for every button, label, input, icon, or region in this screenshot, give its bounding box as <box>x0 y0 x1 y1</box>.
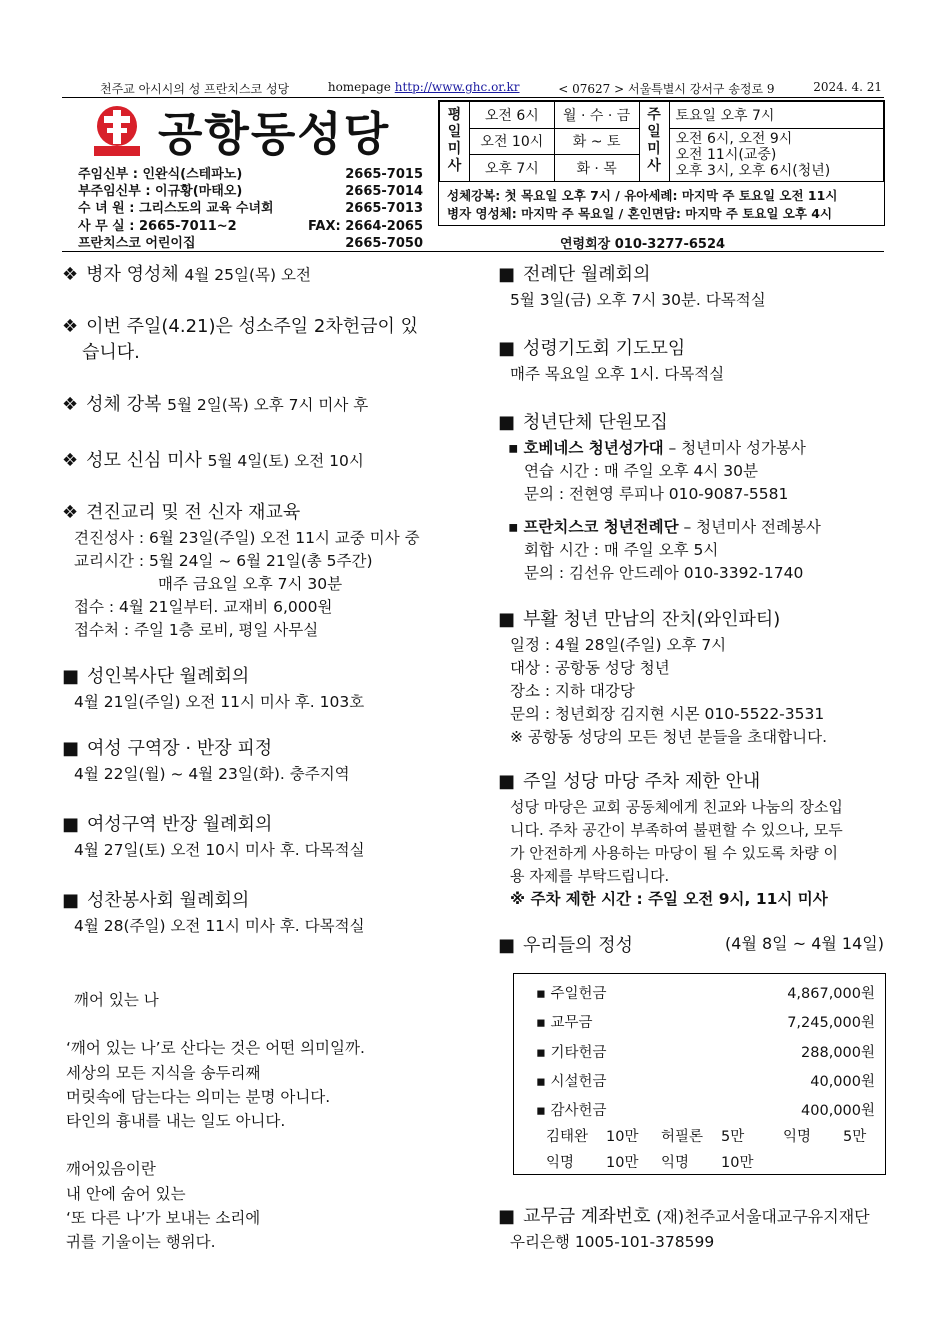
parish-title: 공항동성당 <box>158 107 391 161</box>
text-line: 4월 27일(토) 오전 10시 미사 후. 다목적실 <box>74 841 365 859</box>
weekday-mass-label: 평일미사 <box>447 107 462 175</box>
saturday-mass: 토요일 오후 7시 <box>669 102 884 129</box>
text-line: 장소 : 지하 대강당 <box>510 682 635 700</box>
sunday-mass-line: 오후 3시, 오후 6시(청년) <box>675 162 831 179</box>
youth-liturgy: ▪ 프란치스코 청년전례단 – 청년미사 전례봉사 <box>508 518 821 536</box>
poem-line: 내 안에 숨어 있는 <box>66 1184 186 1203</box>
section-offerings: ■ 우리들의 정성 (4월 8일 ~ 4월 14일) <box>498 934 884 956</box>
weekday-time: 오전 10시 <box>469 128 554 155</box>
poem-line: ‘또 다른 나’가 보내는 소리에 <box>66 1209 261 1228</box>
offering-row: ▪ 감사헌금 400,000원 <box>536 1103 875 1120</box>
section-women-meeting: ■ 여성구역 반장 월례회의 <box>62 814 273 835</box>
section-liturgy-meeting: ■ 전례단 월례회의 <box>498 264 651 285</box>
poem-line: 머릿속에 담는다는 의미는 분명 아니다. <box>66 1087 331 1106</box>
poem-line: 깨어있음이란 <box>66 1160 156 1179</box>
offering-row: ▪ 기타헌금 288,000원 <box>536 1044 875 1061</box>
address: < 07627 > 서울특별시 강서구 송정로 9 <box>558 82 775 96</box>
text-line: 문의 : 청년회장 김지현 시몬 010-5522-3531 <box>510 705 825 723</box>
text-line: 4월 28(주일) 오전 11시 미사 후. 다목적실 <box>74 917 365 935</box>
note-line: 성체강복: 첫 목요일 오후 7시 / 유아세례: 마지막 주 토요일 오전 11시 <box>447 188 838 203</box>
text-line: 접수처 : 주일 1층 로비, 평일 사무실 <box>74 621 319 639</box>
section-marian-mass: ❖ 성모 신심 미사 5월 4일(토) 오전 10시 <box>62 450 364 471</box>
offerings-box <box>513 973 886 1175</box>
youth-choir: ▪ 호베네스 청년성가대 – 청년미사 성가봉사 <box>508 439 806 457</box>
section-confirmation: ❖ 견진교리 및 전 신자 재교육 <box>62 502 301 523</box>
section-vocation-sunday: ❖ 이번 주일(4.21)은 성소주일 2차헌금이 있 습니다. <box>62 316 419 363</box>
left-column <box>62 260 467 938</box>
funeral-contact: 연령회장 010-3277-6524 <box>560 237 726 252</box>
text-line: 4월 21일(주일) 오전 11시 미사 후. 103호 <box>74 693 365 711</box>
weekday-time: 오전 6시 <box>469 102 554 129</box>
text-line: 교리시간 : 5월 24일 ~ 6월 21일(총 5주간) <box>74 552 373 570</box>
header-info-line <box>62 80 882 97</box>
text-line: ※ 공항동 성당의 모든 청년 분들을 초대합니다. <box>510 728 827 746</box>
text-line: 접수 : 4월 21일부터. 교재비 6,000원 <box>74 598 333 616</box>
mass-schedule <box>438 100 885 226</box>
text-line: 4월 22일(월) ~ 4월 23일(화). 충주지역 <box>74 765 350 783</box>
text-line: 문의 : 김선유 안드레아 010-3392-1740 <box>524 564 804 582</box>
weekday-days: 월 · 수 · 금 <box>554 102 639 129</box>
note-line: 병자 영성체: 마지막 주 목요일 / 혼인면담: 마지막 주 토요일 오후 4시 <box>447 206 833 221</box>
text-line: 대상 : 공항동 성당 청년 <box>510 659 670 677</box>
homepage-label: homepage <box>327 80 391 94</box>
sunday-mass-line: 오전 11시(교중) <box>675 146 777 163</box>
staff-row: 사 무 실 : 2665-7011~2 FAX: 2664-2065 <box>78 218 423 234</box>
content-divider <box>62 251 884 252</box>
org-name: 천주교 아시시의 성 프란치스코 성당 <box>100 82 290 96</box>
homepage-link[interactable]: http://www.ghc.or.kr <box>394 80 520 94</box>
staff-row: 부주임신부 : 이규황(마태오) 2665-7014 <box>78 184 423 200</box>
section-parking: ■ 주일 성당 마당 주차 제한 안내 <box>498 771 761 792</box>
text-line: 일정 : 4월 28일(주일) 오후 7시 <box>510 636 727 654</box>
section-altar-servers: ■ 성인복사단 월례회의 <box>62 666 250 687</box>
offering-row: ▪ 주일헌금 4,867,000원 <box>536 986 875 1003</box>
section-sick-communion: ❖ 병자 영성체 4월 25일(목) 오전 <box>62 264 311 285</box>
section-prayer-meeting: ■ 성령기도회 기도모임 <box>498 338 686 359</box>
poem-title: 깨어 있는 나 <box>74 991 159 1009</box>
section-youth-recruit: ■ 청년단체 단원모집 <box>498 412 668 433</box>
staff-row: 프란치스코 어린이집 2665-7050 <box>78 235 423 251</box>
section-account: ■ 교무금 계좌번호 (재)천주교서울대교구유지재단 우리은행 1005-101-378599 <box>498 1202 898 1254</box>
text-line: 회합 시간 : 매 주일 오후 5시 <box>524 541 719 559</box>
section-women-retreat: ■ 여성 구역장 · 반장 피정 <box>62 738 273 759</box>
text-line: 문의 : 전현영 루피나 010-9087-5581 <box>524 485 789 503</box>
poem <box>66 988 466 1255</box>
sacrament-notes <box>439 181 884 226</box>
offering-row: ▪ 시설헌금 40,000원 <box>536 1074 875 1091</box>
account-number: 우리은행 1005-101-378599 <box>510 1233 715 1251</box>
text-line: 매주 목요일 오후 1시. 다목적실 <box>510 365 725 383</box>
poem-line: 세상의 모든 지식을 송두리째 <box>66 1063 261 1082</box>
text-line: 매주 금요일 오후 7시 30분 <box>158 575 343 593</box>
section-benediction: ❖ 성체 강복 5월 2일(목) 오후 7시 미사 후 <box>62 394 369 415</box>
text-line: 5월 3일(금) 오후 7시 30분. 다목적실 <box>510 291 766 309</box>
text-line: 가 안전하게 사용하는 마당이 될 수 있도록 차량 이 <box>510 844 838 862</box>
text-line: 니다. 주차 공간이 부족하여 불편할 수 있으나, 모두 <box>510 821 843 839</box>
text-line: 성당 마당은 교회 공동체에게 친교와 나눔의 장소입 <box>510 798 843 816</box>
poem-line: 타인의 흉내를 내는 일도 아니다. <box>66 1112 286 1131</box>
text-line: 용 자제를 부탁드립니다. <box>510 867 670 885</box>
sunday-mass-line: 오전 6시, 오전 9시 <box>675 130 793 147</box>
right-column <box>498 260 898 960</box>
staff-row: 주임신부 : 인완식(스테파노) 2665-7015 <box>78 167 423 182</box>
sunday-mass-label: 주일미사 <box>647 107 661 175</box>
staff-row: 수 녀 원 : 그리스도의 교육 수녀회 2665-7013 <box>78 201 423 217</box>
parish-logo <box>92 104 142 158</box>
poem-line: ‘깨어 있는 나’로 산다는 것은 어떤 의미일까. <box>66 1039 365 1058</box>
staff-list <box>78 166 423 252</box>
weekday-time: 오후 7시 <box>469 155 554 182</box>
parking-time: ※ 주차 제한 시간 : 주일 오전 9시, 11시 미사 <box>510 890 828 908</box>
text-line: 견진성사 : 6월 23일(주일) 오전 11시 교중 미사 중 <box>74 529 420 547</box>
weekday-days: 화 · 목 <box>554 155 639 182</box>
donor-list: 김태완 10만 허필론 5만 익명 5만 익명 10만 익명 10만 <box>546 1129 867 1172</box>
section-youth-party: ■ 부활 청년 만남의 잔치(와인파티) <box>498 609 781 630</box>
weekday-days: 화 ~ 토 <box>554 128 639 155</box>
poem-gap <box>66 1133 466 1157</box>
bulletin-date: 2024. 4. 21 <box>813 80 882 94</box>
poem-line: 귀를 기울이는 행위다. <box>66 1233 216 1252</box>
offering-row: ▪ 교무금 7,245,000원 <box>536 1015 875 1032</box>
section-eucharist-service: ■ 성찬봉사회 월례회의 <box>62 890 250 911</box>
text-line: 연습 시간 : 매 주일 오후 4시 30분 <box>524 462 758 480</box>
